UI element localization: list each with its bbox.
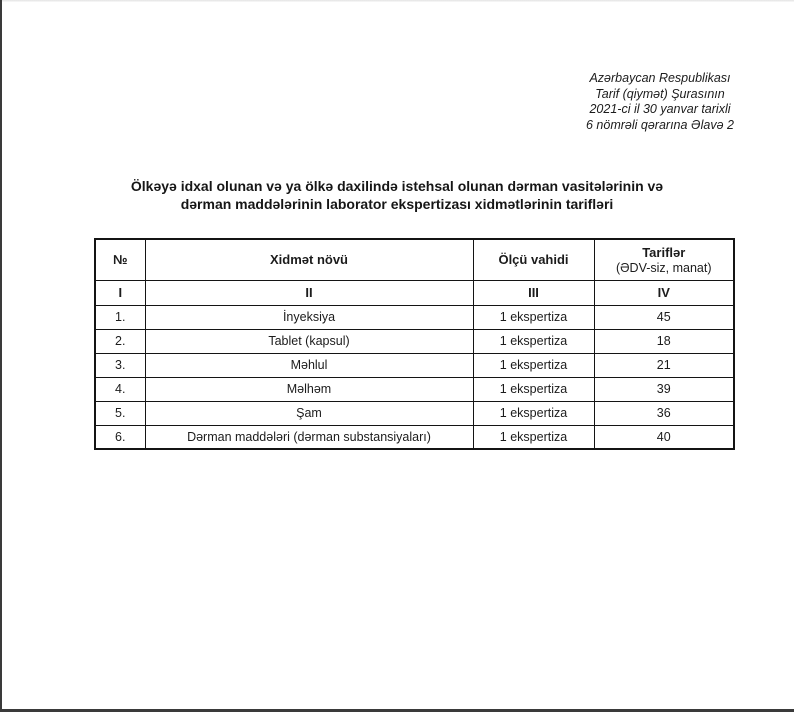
scan-artifact-left-edge: [0, 0, 2, 712]
header-unit: Ölçü vahidi: [473, 239, 594, 280]
header-tariff-title: Tariflər: [642, 244, 686, 260]
page-title: [0, 178, 794, 213]
reference-note-line: 2021-ci il 30 yanvar tarixli: [589, 102, 731, 117]
cell-tariff-value: 40: [594, 425, 734, 449]
cell-tariff-value: 21: [594, 353, 734, 377]
cell-unit: 1 ekspertiza: [473, 425, 594, 449]
cell-row-number: 5.: [95, 401, 145, 425]
tariff-table: [94, 238, 735, 450]
cell-tariff-value: 18: [594, 329, 734, 353]
reference-note-line: Tarif (qiymət) Şurasının: [595, 86, 725, 101]
page-title-line-1: Ölkəyə idxal olunan və ya ölkə daxilində istehsal olunan dərman vasitələrinin və: [130, 178, 664, 194]
cell-tariff-value: 39: [594, 377, 734, 401]
numeral-col-2: II: [145, 280, 473, 305]
table-row: [95, 305, 734, 329]
cell-unit: 1 ekspertiza: [473, 353, 594, 377]
reference-note: [586, 71, 734, 133]
table-row: [95, 377, 734, 401]
cell-row-number: 6.: [95, 425, 145, 449]
cell-row-number: 2.: [95, 329, 145, 353]
table-row: [95, 329, 734, 353]
table-header-row: [95, 239, 734, 280]
cell-row-number: 3.: [95, 353, 145, 377]
header-tariff-subtitle: (ƏDV-siz, manat): [615, 260, 712, 275]
cell-service-name: Tablet (kapsul): [145, 329, 473, 353]
page-title-line-2: dərman maddələrinin laborator ekspertizası xidmətlərinin tarifləri: [180, 195, 614, 212]
table-row: [95, 353, 734, 377]
reference-note-line: 6 nömrəli qərarına Əlavə 2: [586, 117, 734, 132]
cell-service-name: Məlhəm: [145, 377, 473, 401]
cell-service-name: İnyeksiya: [145, 305, 473, 329]
cell-service-name: Şam: [145, 401, 473, 425]
numeral-col-1: I: [95, 280, 145, 305]
cell-row-number: 1.: [95, 305, 145, 329]
numeral-col-3: III: [473, 280, 594, 305]
column-numeral-row: [95, 280, 734, 305]
cell-service-name: Məhlul: [145, 353, 473, 377]
numeral-col-4: IV: [594, 280, 734, 305]
cell-unit: 1 ekspertiza: [473, 377, 594, 401]
header-tariff: [594, 239, 734, 280]
cell-unit: 1 ekspertiza: [473, 305, 594, 329]
cell-tariff-value: 36: [594, 401, 734, 425]
table-row: [95, 401, 734, 425]
header-no: №: [95, 239, 145, 280]
table-row: [95, 425, 734, 449]
scan-artifact-top-edge: [0, 0, 794, 2]
header-service: Xidmət növü: [145, 239, 473, 280]
cell-unit: 1 ekspertiza: [473, 329, 594, 353]
cell-unit: 1 ekspertiza: [473, 401, 594, 425]
reference-note-line: Azərbaycan Respublikası: [589, 71, 731, 85]
cell-tariff-value: 45: [594, 305, 734, 329]
cell-row-number: 4.: [95, 377, 145, 401]
cell-service-name: Dərman maddələri (dərman substansiyaları): [145, 425, 473, 449]
